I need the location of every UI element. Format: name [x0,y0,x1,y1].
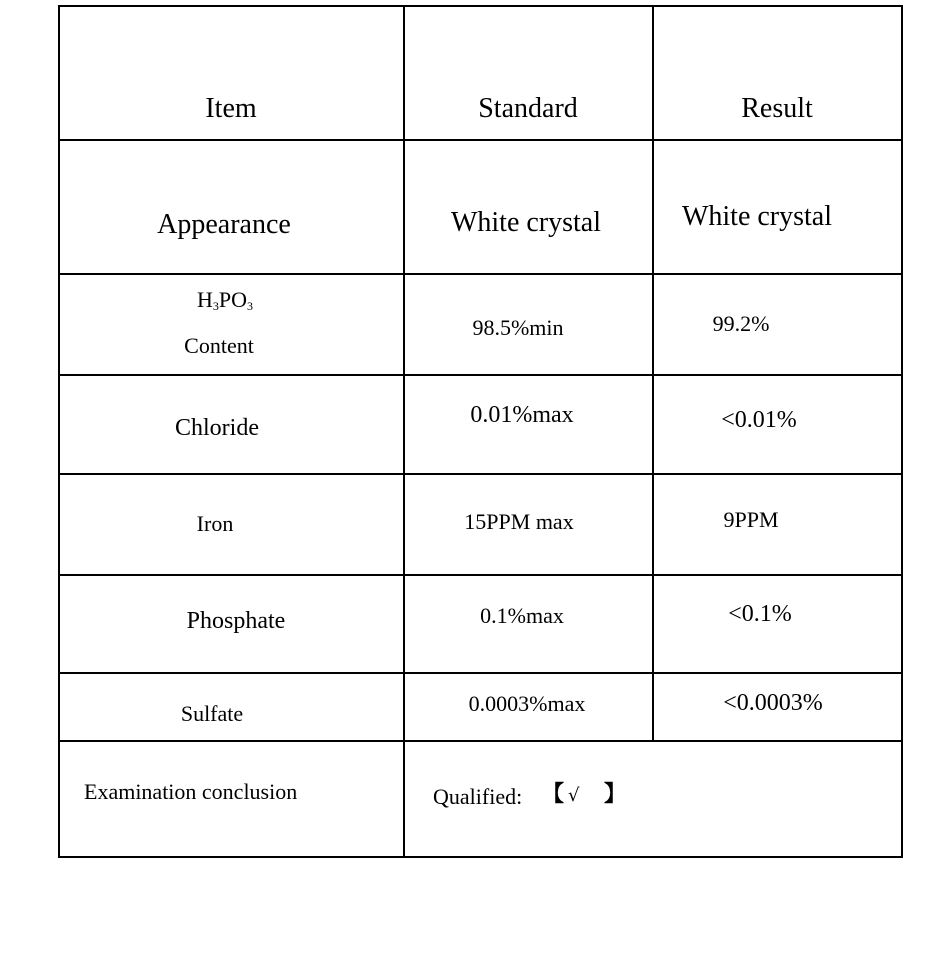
row-iron-item: Iron [196,511,234,536]
header-item: Item [205,93,257,124]
row-content-standard: 98.5%min [472,315,564,340]
header-standard: Standard [478,93,578,124]
row-iron-result: 9PPM [723,507,779,532]
row-content-formula [197,289,253,312]
row-appearance-standard: White crystal [450,207,602,238]
row-content-item: Content [184,333,254,358]
row-chloride-item: Chloride [175,415,259,441]
row-appearance-item: Appearance [157,209,291,240]
row-chloride-standard: 0.01%max [470,402,574,428]
row-phosphate-standard: 0.1%max [480,603,564,628]
conclusion-bracket-open: 【 [542,782,565,807]
row-phosphate-item: Phosphate [186,608,286,634]
formula-sub-3a: 3 [212,299,219,313]
row-iron-standard: 15PPM max [464,509,574,534]
row-chloride-result: <0.01% [721,407,797,433]
row-content-result: 99.2% [712,311,770,336]
conclusion-label: Examination conclusion [84,779,298,804]
conclusion-bracket-close: 】 [604,782,627,807]
row-sulfate-item: Sulfate [180,701,244,726]
row-sulfate-result: <0.0003% [723,690,823,716]
conclusion-qualified-label: Qualified: [433,784,523,809]
formula-po: PO [218,287,248,312]
formula-h: H [196,287,213,312]
formula-sub-3b: 3 [247,299,254,313]
check-icon: √ [568,785,580,806]
row-appearance-result: White crystal [681,201,833,232]
row-phosphate-result: <0.1% [728,601,792,627]
header-result: Result [741,93,813,124]
row-sulfate-standard: 0.0003%max [468,691,586,716]
